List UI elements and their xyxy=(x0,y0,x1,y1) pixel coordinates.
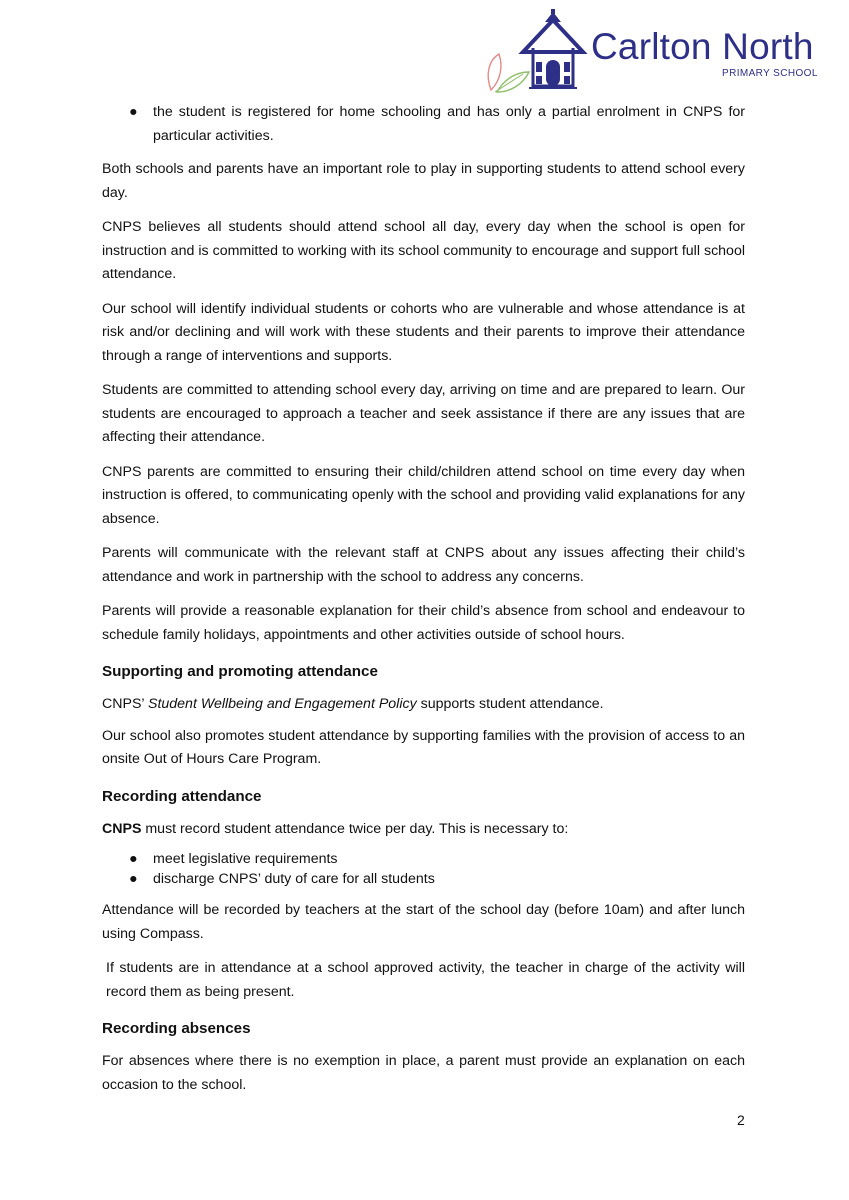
school-logo xyxy=(483,8,818,98)
paragraph: CNPS believes all students should attend school all day, every day when the school is open for instruction and is committed to working with its school community to encourage and support full school attendance. xyxy=(102,219,745,282)
list-item-text: meet legislative requirements xyxy=(153,851,338,867)
intro-bullet-list xyxy=(102,101,745,148)
logo-school-name: Carlton North xyxy=(591,26,814,67)
recording-bullet-list xyxy=(102,849,745,889)
bullet-icon: ● xyxy=(129,871,138,887)
section-heading-supporting: Supporting and promoting attendance xyxy=(102,663,378,680)
paragraph: If students are in attendance at a school approved activity, the teacher in charge of the activity will record them as being present. xyxy=(106,960,745,1000)
list-item xyxy=(102,101,745,148)
paragraph: CNPS must record student attendance twice per day. This is necessary to: xyxy=(102,820,569,837)
paragraph: For absences where there is no exemption in place, a parent must provide an explanation on each occasion to the school. xyxy=(102,1053,745,1093)
school-building-icon xyxy=(483,8,593,98)
bullet-icon: ● xyxy=(129,104,138,120)
list-item-text: discharge CNPS’ duty of care for all students xyxy=(153,871,435,887)
document-body xyxy=(102,101,745,1108)
list-item xyxy=(102,869,745,889)
section-heading-absences: Recording absences xyxy=(102,1020,251,1037)
logo-school-subtitle: PRIMARY SCHOOL xyxy=(722,68,818,79)
page-number: 2 xyxy=(737,1112,745,1128)
list-item xyxy=(102,849,745,869)
paragraph: Parents will communicate with the relevant staff at CNPS about any issues affecting their child’s attendance and work in partnership with the school to address any concerns. xyxy=(102,545,745,585)
paragraph: Both schools and parents have an important role to play in supporting students to attend school every day. xyxy=(102,161,745,201)
paragraph: Our school will identify individual students or cohorts who are vulnerable and whose attendance is at risk and/or declining and will work with these students and their parents to improve their attendance through a range of interventions and supports. xyxy=(102,300,745,364)
paragraph: Attendance will be recorded by teachers at the start of the school day (before 10am) and after lunch using Compass. xyxy=(102,902,745,942)
bullet-icon: ● xyxy=(129,851,138,867)
list-item-text: the student is registered for home schooling and has only a partial enrolment in CNPS for particular activities. xyxy=(153,104,745,144)
paragraph: Our school also promotes student attendance by supporting families with the provision of access to an onsite Out of Hours Care Program. xyxy=(102,727,745,767)
paragraph: CNPS parents are committed to ensuring their child/children attend school on time every day when instruction is offered, to communicating openly with the school and providing valid explanations for any absence. xyxy=(102,463,745,527)
paragraph: Parents will provide a reasonable explanation for their child’s absence from school and endeavour to schedule family holidays, appointments and other activities outside of school hours. xyxy=(102,603,745,643)
policy-title: Student Wellbeing and Engagement Policy xyxy=(147,696,417,712)
paragraph: Students are committed to attending school every day, arriving on time and are prepared to learn. Our students are encouraged to approach a teacher and seek assistance if there are any issues that are affecting their attendance. xyxy=(102,382,745,445)
paragraph: CNPS’ Student Wellbeing and Engagement Policy supports student attendance. xyxy=(102,696,604,712)
section-heading-recording: Recording attendance xyxy=(102,787,262,805)
